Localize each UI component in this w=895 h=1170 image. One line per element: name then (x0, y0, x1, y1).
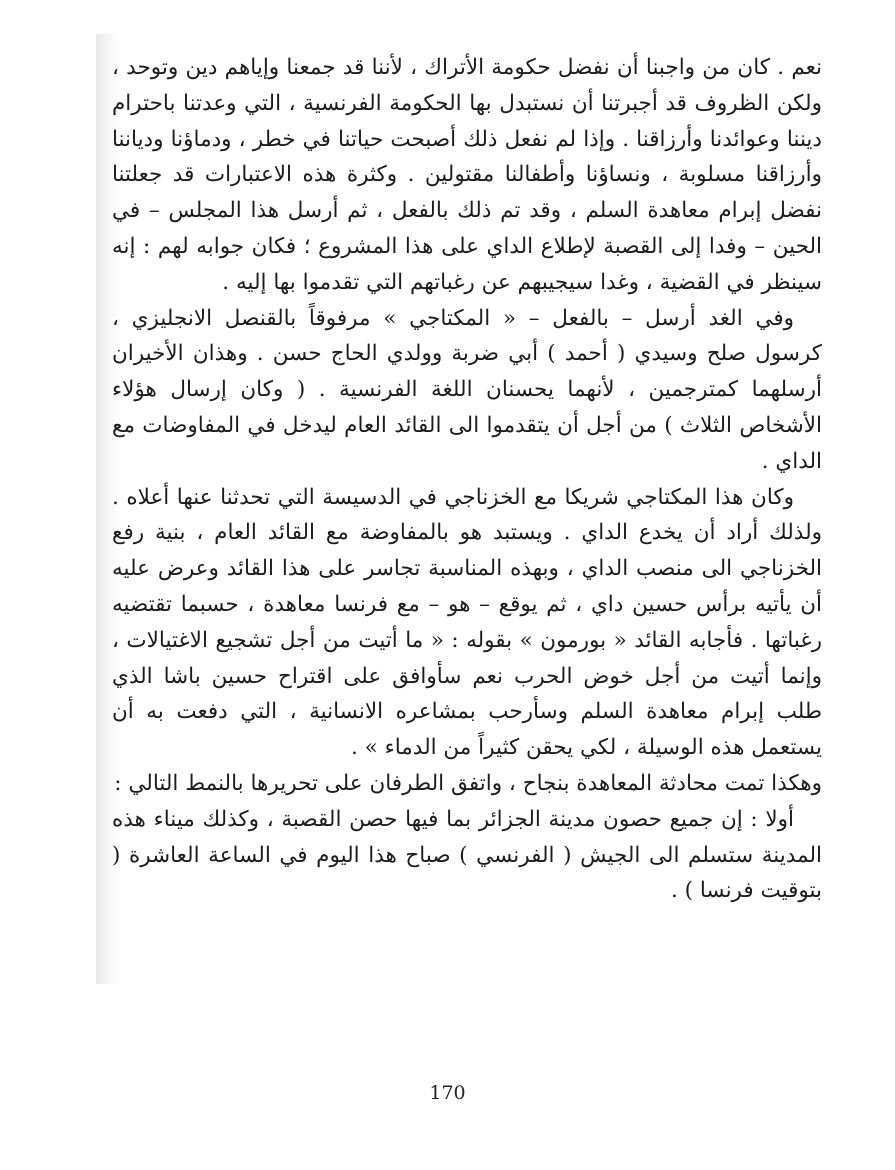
paragraph-3: وكان هذا المكتاجي شريكا مع الخزناجي في الدسيسة التي تحدثنا عنها أعلاه . ولذلك أراد أن يخدع الداي . ويستبد هو بالمفاوضة مع القائد العام ، بنية رفع الخزناجي الى منصب الداي ، وبهذه المناسبة تجاسر على هذا القائد وعرض عليه أن يأتيه برأس حسين داي ، ثم يوقع – هو – مع فرنسا معاهدة ، حسبما تقتضيه رغباتها . فأجابه القائد « بورمون » بقوله : « ما أتيت من أجل تشجيع الاغتيالات ، وإنما أتيت من أجل خوض الحرب نعم سأوافق على اقتراح حسين باشا الذي طلب إبرام معاهدة السلم وسأرحب بمشاعره الانسانية ، التي دفعت به أن يستعمل هذه الوسيلة ، لكي يحقن كثيراً من الدماء » . (112, 484, 822, 761)
paragraph-5: أولا : إن جميع حصون مدينة الجزائر بما فيها حصن القصبة ، وكذلك ميناء هذه المدينة ستسلم الى الجيش ( الفرنسي ) صباح هذا اليوم في الساعة العاشرة ( بتوقيت فرنسا ) . (112, 806, 822, 904)
paragraph-4: وهكذا تمت محادثة المعاهدة بنجاح ، واتفق الطرفان على تحريرها بالنمط التالي : (114, 770, 822, 796)
paragraph-1: نعم . كان من واجبنا أن نفضل حكومة الأتراك ، لأننا قد جمعنا وإياهم دين وتوحد ، ولكن الظروف قد أجبرتنا أن نستبدل بها الحكومة الفرنسية ، التي وعدتنا باحترام ديننا وعوائدنا وأرزاقنا . وإذا لم نفعل ذلك أصبحت حياتنا في خطر ، ودماؤنا ودياننا وأرزاقنا مسلوبة ، ونساؤنا وأطفالنا مقتولين . وكثرة هذه الاعتبارات قد جعلتنا نفضل إبرام معاهدة السلم ، وقد تم ذلك بالفعل ، ثم أرسل هذا المجلس – في الحين – وفدا إلى القصبة لإطلاع الداي على هذا المشروع ؛ فكان جوابه لهم : إنه سينظر في القضية ، وغدا سيجيبهم عن رغباتهم التي تقدموا بها إليه . (112, 55, 823, 295)
page-number: 170 (429, 1082, 466, 1104)
page-body-text (112, 50, 822, 909)
paragraph-2: وفي الغد أرسل – بالفعل – « المكتاجي » مرفوقاً بالقنصل الانجليزي ، كرسول صلح وسيدي ( أحمد ) أبي ضربة وولدي الحاج حسن . وهذان الأخيران أرسلهما كمترجمين ، لأنهما يحسنان اللغة الفرنسية . ( وكان إرسال هؤلاء الأشخاص الثلاث ) من أجل أن يتقدموا الى القائد العام ليدخل في المفاوضات مع الداي . (112, 305, 822, 474)
